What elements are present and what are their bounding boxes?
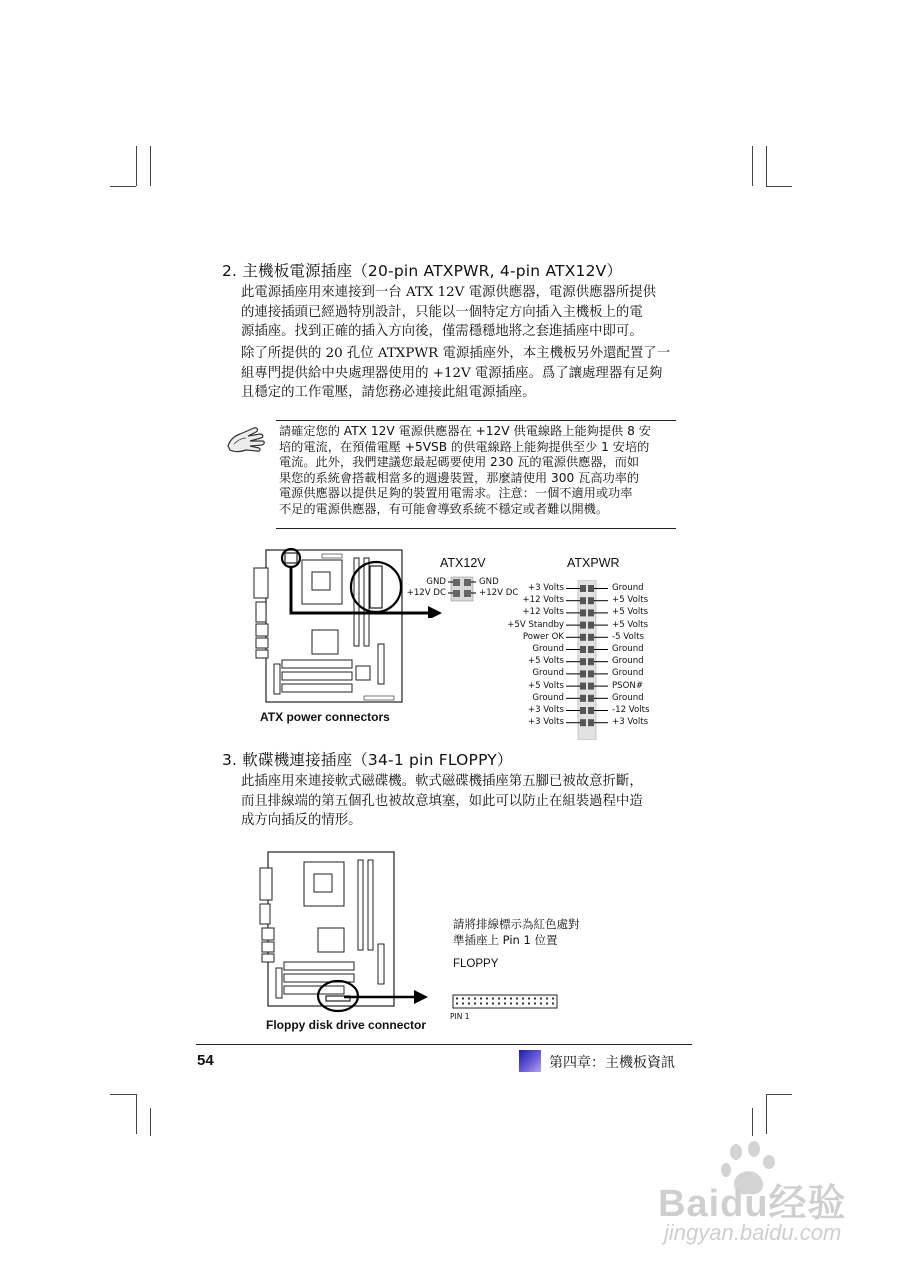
- atxpwr-pin-left-2: +12 Volts: [522, 595, 564, 606]
- floppy-pin-dot: [522, 1003, 524, 1005]
- floppy-pin-dot: [540, 998, 542, 1000]
- atxpwr-pin-right-2: +5 Volts: [612, 595, 649, 606]
- atxpwr-pin-left-7-mark: [580, 658, 586, 665]
- atxpwr-pin-left-10-mark: [580, 695, 586, 702]
- crop-mark: [136, 146, 137, 186]
- footer-rule: [196, 1044, 692, 1045]
- chapter-title: 第四章：主機板資訊: [549, 1055, 675, 1071]
- chapter-color-square: [519, 1050, 541, 1072]
- atxpwr-pin-left-9: +5 Volts: [527, 680, 564, 691]
- crop-mark: [766, 146, 767, 186]
- atxpwr-pin-right-9-mark: [588, 683, 594, 690]
- atxpwr-pin-left-8-mark: [580, 670, 586, 677]
- atxpwr-pin-left-1: +3 Volts: [527, 583, 564, 593]
- floppy-pin-dot: [546, 998, 548, 1000]
- atxpwr-pin-left-4: +5V Standby: [507, 619, 564, 630]
- floppy-pin-dot: [474, 1003, 476, 1005]
- atxpwr-label: ATXPWR: [567, 556, 620, 570]
- atxpwr-pin-left-12: +3 Volts: [527, 717, 564, 728]
- floppy-pin-dot: [516, 998, 518, 1000]
- floppy-pin-dot: [552, 998, 554, 1000]
- atxpwr-pin-left-11: +3 Volts: [527, 705, 564, 715]
- crop-mark: [766, 186, 792, 187]
- atxpwr-pin-right-12: +3 Volts: [612, 717, 649, 728]
- atxpwr-pin-right-9: PSON#: [612, 680, 644, 691]
- floppy-pin-dot: [468, 1003, 470, 1005]
- floppy-pin-dot: [462, 1003, 464, 1005]
- note-text: 請確定您的 ATX 12V 電源供應器在 +12V 供電線路上能夠提供 8 安 培的電流，在預備電壓 +5VSB 的供電線路上能夠提供至少 1 安培的 電流。此外，我們建議您最起碼要使用 230 瓦的電源供應器，而如 果您的系統會搭載相當多的週邊裝置，那麼請使用 300 瓦高功率的 電源供應器以提供足夠的裝置用電需求。注意：一個不適用或功率 不足的電源供應器，有可能會導致系統不穩定或者難以開機。: [279, 424, 651, 516]
- atxpwr-pin-left-12-mark: [580, 719, 586, 726]
- floppy-instruction: 請將排線標示為紅色處對 準插座上 Pin 1 位置: [453, 917, 580, 947]
- floppy-pin-dot: [528, 1003, 530, 1005]
- atxpwr-pin-right-11: -12 Volts: [612, 705, 650, 715]
- atxpwr-pin-right-1-mark: [588, 585, 594, 592]
- atxpwr-pin-left-7: +5 Volts: [527, 656, 564, 667]
- floppy-label: FLOPPY: [453, 958, 499, 970]
- atxpwr-pin-right-5: -5 Volts: [612, 631, 645, 642]
- crop-mark: [150, 146, 151, 186]
- floppy-pin-dot: [456, 1003, 458, 1005]
- atxpwr-pin-right-10-mark: [588, 695, 594, 702]
- crop-mark: [110, 186, 136, 187]
- crop-mark: [136, 1094, 137, 1134]
- floppy-pin-dot: [534, 998, 536, 1000]
- atxpwr-connector: [566, 580, 608, 740]
- atxpwr-pin-left-6: Ground: [532, 644, 564, 654]
- floppy-pin-dot: [456, 998, 458, 1000]
- floppy-pin-dot: [468, 998, 470, 1000]
- crop-mark: [752, 1108, 753, 1136]
- floppy-pin-dot: [498, 1003, 500, 1005]
- page-number: 54: [197, 1052, 214, 1069]
- floppy-pin-dot: [492, 998, 494, 1000]
- atxpwr-pin-right-4: +5 Volts: [612, 619, 649, 630]
- atxpwr-pin-left-9-mark: [580, 683, 586, 690]
- atx12v-label: ATX12V: [440, 556, 486, 570]
- atxpwr-pin-right-1: Ground: [612, 583, 644, 593]
- crop-mark: [766, 1094, 792, 1095]
- atxpwr-pin-right-6: Ground: [612, 644, 644, 654]
- note-bottom-rule: [276, 528, 676, 529]
- atxpwr-pin-right-10: Ground: [612, 692, 644, 703]
- atxpwr-pin-right-8-mark: [588, 670, 594, 677]
- atxpwr-pin-left-3-mark: [580, 609, 586, 616]
- atxpwr-pin-left-10: Ground: [532, 692, 564, 703]
- atxpwr-pin-left-3: +12 Volts: [522, 607, 564, 618]
- watermark-url: jingyan.baidu.com: [664, 1220, 842, 1245]
- floppy-pin-dot: [516, 1003, 518, 1005]
- floppy-pin-dot: [462, 998, 464, 1000]
- atxpwr-pin-right-3-mark: [588, 609, 594, 616]
- atxpwr-pin-left-5: Power OK: [522, 631, 564, 642]
- atx12v-pin-right-2: +12V DC: [479, 588, 519, 598]
- section3-paragraph-1: 此插座用來連接軟式磁碟機。軟式磁碟機插座第五腳已被故意折斷， 而且排線端的第五個孔也被故意填塞，如此可以防止在組裝過程中造 成方向插反的情形。: [241, 774, 643, 828]
- atxpwr-pin-left-8: Ground: [532, 668, 564, 679]
- pin1-label: PIN 1: [450, 1012, 470, 1021]
- atxpwr-pin-left-5-mark: [580, 634, 586, 641]
- watermark-logo: Baidu经验: [658, 1183, 847, 1225]
- hand-icon: [224, 424, 268, 456]
- floppy-pointer-arrow: [344, 988, 430, 1006]
- atx12v-connector: [448, 576, 476, 602]
- floppy-pin-dot: [546, 1003, 548, 1005]
- atxpwr-pin-right-5-mark: [588, 634, 594, 641]
- floppy-pin-dot: [504, 998, 506, 1000]
- atxpwr-pin-right-8: Ground: [612, 668, 644, 679]
- atxpwr-pin-right-4-mark: [588, 622, 594, 629]
- atxpwr-pin-left-11-mark: [580, 707, 586, 714]
- section3-heading: 3. 軟碟機連接插座（34-1 pin FLOPPY）: [222, 751, 513, 769]
- atxpwr-pin-left-1-mark: [580, 585, 586, 592]
- atxpwr-pin-right-12-mark: [588, 719, 594, 726]
- atx-diagram-title: ATX power connectors: [260, 710, 390, 724]
- atx12v-pin-left-2: +12V DC: [406, 588, 446, 598]
- floppy-pin-dot: [492, 1003, 494, 1005]
- atxpwr-pin-right-7-mark: [588, 658, 594, 665]
- atxpwr-pin-right-6-mark: [588, 646, 594, 653]
- atxpwr-pin-right-11-mark: [588, 707, 594, 714]
- atxpwr-pin-left-6-mark: [580, 646, 586, 653]
- floppy-pin-dot: [486, 998, 488, 1000]
- floppy-diagram-title: Floppy disk drive connector: [266, 1018, 427, 1032]
- floppy-pin-dot: [510, 998, 512, 1000]
- floppy-pin-dot: [486, 1003, 488, 1005]
- section2-paragraph-1: 此電源插座用來連接到一台 ATX 12V 電源供應器，電源供應器所提供 的連接插頭已經過特別設計，只能以一個特定方向插入主機板上的電 源插座。找到正確的插入方向後，僅需穩穩地將之套進插座中即可。: [241, 285, 657, 339]
- crop-mark: [766, 1094, 767, 1134]
- note-top-rule: [276, 420, 676, 421]
- atxpwr-pin-left-2-mark: [580, 597, 586, 604]
- floppy-pin-dot: [552, 1003, 554, 1005]
- floppy-pin-dot: [510, 1003, 512, 1005]
- atx12v-pin-left-1: GND: [426, 577, 446, 587]
- crop-mark: [110, 1094, 136, 1095]
- floppy-pin-dot: [498, 998, 500, 1000]
- floppy-pin-dot: [474, 998, 476, 1000]
- crop-mark: [150, 1108, 151, 1136]
- section2-heading: 2. 主機板電源插座（20-pin ATXPWR, 4-pin ATX12V）: [222, 262, 623, 280]
- section2-paragraph-2: 除了所提供的 20 孔位 ATXPWR 電源插座外，本主機板另外還配置了一 組專門提供給中央處理器使用的 +12V 電源插座。爲了讓處理器有足夠 且穩定的工作電壓，請您務必連接此組電源插座。: [241, 346, 671, 400]
- floppy-pin-dot: [522, 998, 524, 1000]
- floppy-pin-dot: [540, 1003, 542, 1005]
- atxpwr-pin-right-2-mark: [588, 597, 594, 604]
- crop-mark: [752, 146, 753, 186]
- atx12v-pin-right-1: GND: [479, 577, 499, 587]
- floppy-pin-dot: [480, 1003, 482, 1005]
- floppy-connector: [452, 994, 560, 1010]
- atxpwr-pin-right-7: Ground: [612, 656, 644, 667]
- floppy-pin-dot: [534, 1003, 536, 1005]
- floppy-pin-dot: [528, 998, 530, 1000]
- atxpwr-pin-right-3: +5 Volts: [612, 607, 649, 618]
- floppy-pin-dot: [504, 1003, 506, 1005]
- floppy-pin-dot: [480, 998, 482, 1000]
- atxpwr-pin-left-4-mark: [580, 622, 586, 629]
